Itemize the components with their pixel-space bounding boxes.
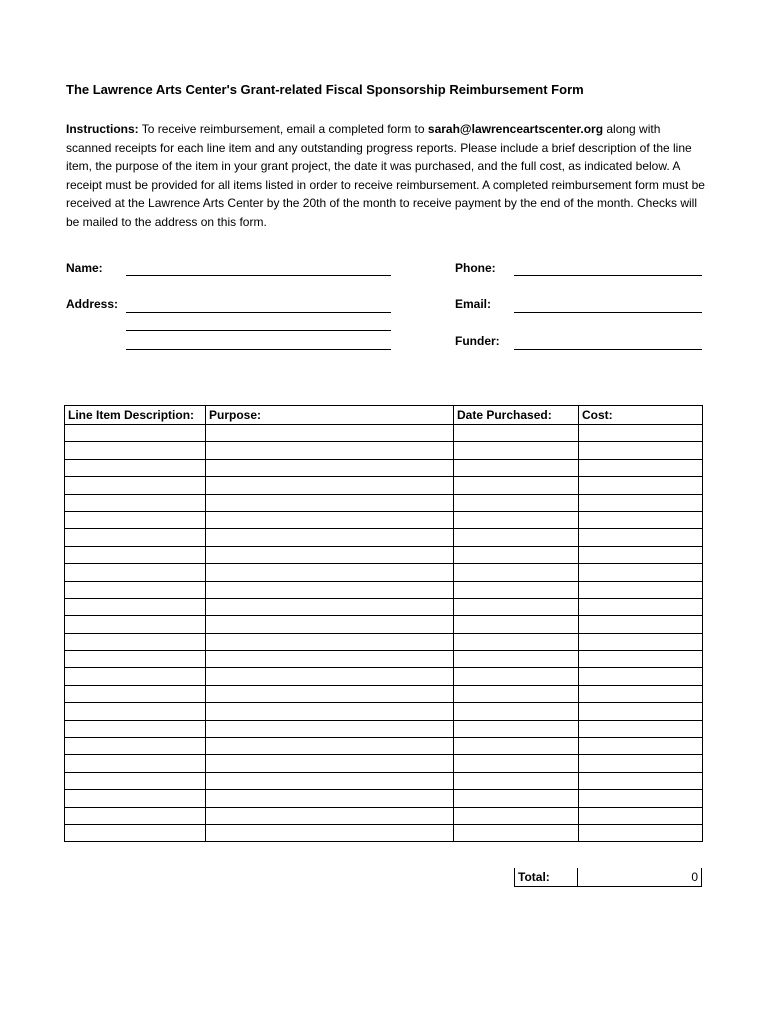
date-purchased-cell[interactable] [454, 807, 579, 824]
total-label: Total: [514, 868, 578, 887]
header-line-item-description: Line Item Description: [65, 406, 206, 425]
purpose-cell[interactable] [206, 651, 454, 668]
date-purchased-cell[interactable] [454, 529, 579, 546]
purpose-cell[interactable] [206, 494, 454, 511]
date-purchased-cell[interactable] [454, 633, 579, 650]
cost-cell[interactable] [579, 477, 703, 494]
cost-cell[interactable] [579, 772, 703, 789]
date-purchased-cell[interactable] [454, 616, 579, 633]
purpose-cell[interactable] [206, 824, 454, 841]
cost-cell[interactable] [579, 581, 703, 598]
address-field-line-3[interactable] [126, 349, 391, 350]
table-row [65, 651, 703, 668]
line-item-description-cell[interactable] [65, 442, 206, 459]
cost-cell[interactable] [579, 790, 703, 807]
date-purchased-cell[interactable] [454, 564, 579, 581]
line-item-description-cell[interactable] [65, 425, 206, 442]
email-label: Email: [455, 297, 492, 311]
line-item-description-cell[interactable] [65, 720, 206, 737]
table-row [65, 807, 703, 824]
line-item-description-cell[interactable] [65, 755, 206, 772]
line-items-body [65, 425, 703, 842]
table-row [65, 720, 703, 737]
total-value: 0 [578, 868, 702, 887]
funder-field[interactable] [514, 349, 702, 350]
date-purchased-cell[interactable] [454, 685, 579, 702]
line-item-description-cell[interactable] [65, 633, 206, 650]
purpose-cell[interactable] [206, 598, 454, 615]
purpose-cell[interactable] [206, 668, 454, 685]
date-purchased-cell[interactable] [454, 720, 579, 737]
line-item-description-cell[interactable] [65, 477, 206, 494]
instructions-part-2: along with scanned receipts for each line item and any outstanding progress reports. Please include a brief description of the line item, the purpose of the item in your grant project, the date it was purchased, and the full cost, as indicated below. A receipt must be provided for all items listed in order to receive reimbursement. A completed reimbursement form must be received at the Lawrence Arts Center by the 20th of the month to receive payment by the end of the month. Checks will be mailed to the address on this form. [66, 122, 705, 229]
total-row [514, 868, 702, 887]
cost-cell[interactable] [579, 598, 703, 615]
table-row [65, 616, 703, 633]
table-row [65, 477, 703, 494]
phone-field[interactable] [514, 275, 702, 276]
funder-label: Funder: [455, 334, 500, 348]
line-item-description-cell[interactable] [65, 459, 206, 476]
table-row [65, 772, 703, 789]
date-purchased-cell[interactable] [454, 738, 579, 755]
line-item-description-cell[interactable] [65, 703, 206, 720]
cost-cell[interactable] [579, 633, 703, 650]
date-purchased-cell[interactable] [454, 790, 579, 807]
purpose-cell[interactable] [206, 425, 454, 442]
purpose-cell[interactable] [206, 790, 454, 807]
date-purchased-cell[interactable] [454, 668, 579, 685]
instructions-label: Instructions: [66, 122, 139, 136]
cost-cell[interactable] [579, 529, 703, 546]
table-row [65, 685, 703, 702]
line-item-description-cell[interactable] [65, 511, 206, 528]
header-purpose: Purpose: [206, 406, 454, 425]
table-row [65, 790, 703, 807]
table-row [65, 564, 703, 581]
line-item-description-cell[interactable] [65, 494, 206, 511]
purpose-cell[interactable] [206, 529, 454, 546]
date-purchased-cell[interactable] [454, 494, 579, 511]
header-date-purchased: Date Purchased: [454, 406, 579, 425]
cost-cell[interactable] [579, 442, 703, 459]
name-field[interactable] [126, 275, 391, 276]
purpose-cell[interactable] [206, 738, 454, 755]
purpose-cell[interactable] [206, 564, 454, 581]
purpose-cell[interactable] [206, 511, 454, 528]
cost-cell[interactable] [579, 425, 703, 442]
line-item-description-cell[interactable] [65, 738, 206, 755]
line-item-description-cell[interactable] [65, 546, 206, 563]
purpose-cell[interactable] [206, 685, 454, 702]
purpose-cell[interactable] [206, 546, 454, 563]
header-cost: Cost: [579, 406, 703, 425]
address-field-line-2[interactable] [126, 330, 391, 331]
table-row [65, 511, 703, 528]
cost-cell[interactable] [579, 459, 703, 476]
instructions-text [66, 120, 706, 232]
date-purchased-cell[interactable] [454, 442, 579, 459]
cost-cell[interactable] [579, 668, 703, 685]
name-label: Name: [66, 261, 103, 275]
table-row [65, 668, 703, 685]
form-title: The Lawrence Arts Center's Grant-related Fiscal Sponsorship Reimbursement Form [66, 82, 584, 97]
table-row [65, 738, 703, 755]
date-purchased-cell[interactable] [454, 824, 579, 841]
date-purchased-cell[interactable] [454, 772, 579, 789]
address-label: Address: [66, 297, 119, 311]
table-row [65, 546, 703, 563]
instructions-part-1: To receive reimbursement, email a completed form to [138, 122, 428, 136]
table-row [65, 459, 703, 476]
purpose-cell[interactable] [206, 616, 454, 633]
purpose-cell[interactable] [206, 755, 454, 772]
date-purchased-cell[interactable] [454, 459, 579, 476]
contact-email: sarah@lawrenceartscenter.org [427, 122, 604, 136]
cost-cell[interactable] [579, 546, 703, 563]
line-item-description-cell[interactable] [65, 772, 206, 789]
line-item-description-cell[interactable] [65, 616, 206, 633]
date-purchased-cell[interactable] [454, 581, 579, 598]
cost-cell[interactable] [579, 511, 703, 528]
line-item-description-cell[interactable] [65, 668, 206, 685]
phone-label: Phone: [455, 261, 496, 275]
address-field-line-1[interactable] [126, 312, 391, 313]
cost-cell[interactable] [579, 738, 703, 755]
line-item-description-cell[interactable] [65, 790, 206, 807]
line-item-description-cell[interactable] [65, 598, 206, 615]
purpose-cell[interactable] [206, 633, 454, 650]
line-item-description-cell[interactable] [65, 824, 206, 841]
purpose-cell[interactable] [206, 581, 454, 598]
date-purchased-cell[interactable] [454, 425, 579, 442]
line-item-description-cell[interactable] [65, 564, 206, 581]
purpose-cell[interactable] [206, 703, 454, 720]
email-field[interactable] [514, 312, 702, 313]
line-items-table [64, 405, 703, 842]
date-purchased-cell[interactable] [454, 651, 579, 668]
date-purchased-cell[interactable] [454, 477, 579, 494]
cost-cell[interactable] [579, 755, 703, 772]
cost-cell[interactable] [579, 685, 703, 702]
purpose-cell[interactable] [206, 807, 454, 824]
table-row [65, 425, 703, 442]
date-purchased-cell[interactable] [454, 703, 579, 720]
table-row [65, 703, 703, 720]
cost-cell[interactable] [579, 720, 703, 737]
table-row [65, 598, 703, 615]
date-purchased-cell[interactable] [454, 546, 579, 563]
table-header-row [65, 406, 703, 425]
cost-cell[interactable] [579, 824, 703, 841]
line-item-description-cell[interactable] [65, 581, 206, 598]
cost-cell[interactable] [579, 616, 703, 633]
purpose-cell[interactable] [206, 772, 454, 789]
date-purchased-cell[interactable] [454, 511, 579, 528]
line-item-description-cell[interactable] [65, 807, 206, 824]
line-item-description-cell[interactable] [65, 651, 206, 668]
table-row [65, 442, 703, 459]
table-row [65, 529, 703, 546]
line-item-description-cell[interactable] [65, 685, 206, 702]
cost-cell[interactable] [579, 651, 703, 668]
line-item-description-cell[interactable] [65, 529, 206, 546]
purpose-cell[interactable] [206, 720, 454, 737]
purpose-cell[interactable] [206, 477, 454, 494]
purpose-cell[interactable] [206, 459, 454, 476]
table-row [65, 633, 703, 650]
cost-cell[interactable] [579, 564, 703, 581]
date-purchased-cell[interactable] [454, 755, 579, 772]
cost-cell[interactable] [579, 494, 703, 511]
table-row [65, 494, 703, 511]
table-row [65, 755, 703, 772]
date-purchased-cell[interactable] [454, 598, 579, 615]
cost-cell[interactable] [579, 807, 703, 824]
purpose-cell[interactable] [206, 442, 454, 459]
cost-cell[interactable] [579, 703, 703, 720]
table-row [65, 824, 703, 841]
table-row [65, 581, 703, 598]
